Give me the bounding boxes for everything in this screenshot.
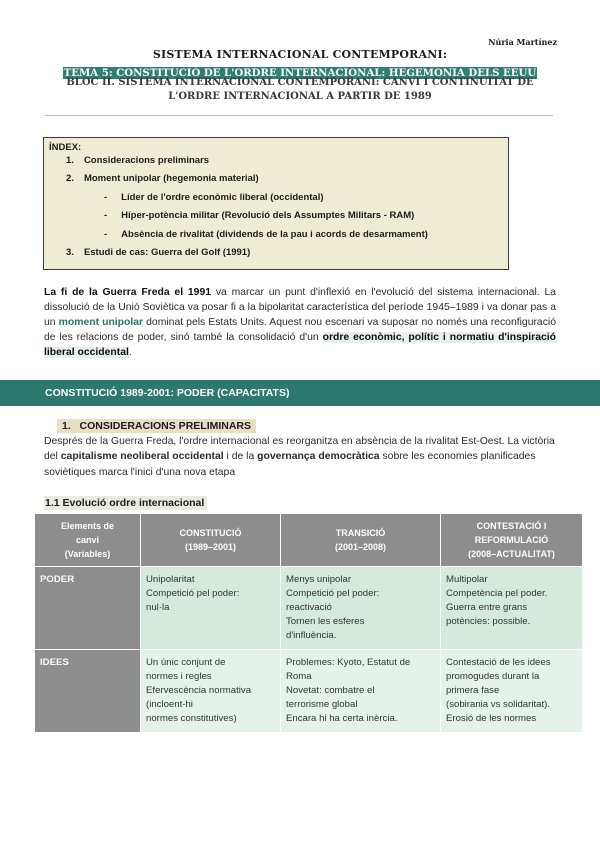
index-title: ÍNDEX:: [49, 142, 82, 153]
cell-line: Un únic conjunt de: [146, 657, 226, 668]
index-text: Moment unipolar (hegemonia material): [83, 173, 259, 184]
index-text: Híper-potència militar (Revolució dels Assumptes Militars - RAM): [121, 210, 415, 221]
header-variables: [35, 514, 141, 567]
evolution-table: [34, 513, 583, 733]
table-header-row: [35, 514, 583, 567]
block-title-line2: L'ORDRE INTERNACIONAL A PARTIR DE 1989: [168, 91, 432, 102]
cell-line: (incloent-hi: [146, 699, 193, 710]
table-cell: [141, 567, 281, 650]
table-cell: [441, 567, 583, 650]
cell-line: promogudes durant la: [446, 671, 540, 682]
section-band: [0, 380, 600, 406]
cell-line: nul·la: [146, 602, 170, 613]
index-item: [66, 247, 250, 258]
header-line: (1989–2001): [184, 542, 237, 552]
section1-bold-2: governança democràtica: [257, 451, 380, 463]
section1-paragraph: [44, 434, 556, 480]
cell-line: Guerra entre grans: [446, 602, 528, 613]
cell-line: Competició pel poder:: [286, 588, 380, 599]
cell-line: Erosió de les normes: [446, 713, 537, 724]
cell-line: (sobirania vs solidaritat).: [446, 699, 550, 710]
index-marker: 1.: [66, 155, 74, 166]
index-item: [66, 173, 259, 184]
header-line: (2001–2008): [334, 542, 387, 552]
cell-line: Contestació de les idees: [446, 657, 551, 668]
cell-line: normes i regles: [146, 671, 212, 682]
table-cell: [281, 650, 441, 733]
index-text: Absència de rivalitat (dividends de la pau i acords de desarmament): [121, 229, 428, 240]
header-line: Elements de: [60, 521, 115, 531]
header-line: TRANSICIÓ: [335, 528, 386, 538]
cell-line: normes constitutives): [146, 713, 237, 724]
index-marker: -: [104, 192, 108, 203]
header-divider: [45, 115, 553, 116]
cell-line: reactivació: [286, 602, 332, 613]
header-line: CONTESTACIÓ I: [476, 521, 547, 531]
intro-highlight-unipolar: moment unipolar: [58, 316, 144, 328]
header-transition: [281, 514, 441, 567]
intro-text-end: .: [128, 346, 132, 358]
intro-paragraph: [44, 286, 556, 361]
header-line: REFORMULACIÓ: [474, 535, 549, 545]
intro-highlight-order: ordre econòmic, polític i normatiu d'inspiració liberal occidental: [44, 331, 556, 358]
index-item: [104, 210, 414, 221]
cell-line: terrorisme global: [286, 699, 358, 710]
header-line: CONSTITUCIÓ: [179, 528, 242, 538]
cell-line: Encara hi ha certa inèrcia.: [286, 713, 398, 724]
table-row: [35, 567, 583, 650]
index-marker: -: [104, 229, 108, 240]
section1-bold-1: capitalisme neoliberal occidental: [60, 451, 224, 463]
index-item: [104, 192, 324, 203]
cell-line: Competició pel poder:: [146, 588, 240, 599]
cell-line: Efervescència normativa: [146, 685, 252, 696]
block-title-line1: BLOC II. SISTEMA INTERNACIONAL CONTEMPORANI: CANVI I CONTINUÏTAT DE: [66, 77, 534, 88]
table-cell: [141, 650, 281, 733]
index-item: [104, 229, 428, 240]
index-marker: 3.: [66, 247, 74, 258]
table-cell: [281, 567, 441, 650]
subsection-heading: 1.1 Evolució ordre internacional: [44, 496, 207, 510]
cell-line: Novetat: combatre el: [286, 685, 375, 696]
cell-line: Multipolar: [446, 574, 488, 585]
row-label-power: PODER: [35, 567, 141, 650]
header-constitution: [141, 514, 281, 567]
cell-line: d'influència.: [286, 630, 337, 641]
intro-bold: La fi de la Guerra Freda el 1991: [44, 287, 212, 298]
cell-line: Menys unipolar: [286, 574, 352, 585]
document-title: SISTEMA INTERNACIONAL CONTEMPORANI:: [152, 48, 448, 61]
block-title: [40, 76, 560, 104]
table-row: [35, 650, 583, 733]
header-line: (2008–ACTUALITAT): [468, 549, 555, 559]
table-cell: [441, 650, 583, 733]
index-text: Consideracions preliminars: [83, 155, 210, 166]
index-marker: 2.: [66, 173, 74, 184]
section-band-title: CONSTITUCIÓ 1989-2001: PODER (CAPACITATS): [45, 387, 290, 399]
section1-text-3: sobre les economies planificades soviètiques marca l'inici d'una nova etapa: [44, 451, 536, 478]
intro-text-a: va marcar un punt d'inflexió en l'evolució del sistema internacional. La dissolució de la Unió Soviètica va posar fi a la bipolaritat característica del període 1945–1989 i va donar pas a un: [44, 287, 556, 328]
cell-line: potències: possible.: [446, 616, 531, 627]
header-line: (Variables): [64, 549, 111, 559]
author-name: Núria Martínez: [488, 37, 557, 47]
section1-heading: 1. CONSIDERACIONS PRELIMINARS: [57, 419, 256, 433]
row-label-ideas: IDEES: [35, 650, 141, 733]
section1-text-1: Després de la Guerra Freda, l'ordre internacional es reorganitza en absència de la rivalitat Est-Oest. La victòria del: [44, 436, 555, 463]
cell-line: Competència pel poder.: [446, 588, 548, 599]
topic-title-text: TEMA 5: CONSTITUCIÓ DE L'ORDRE INTERNACIONAL: HEGEMONIA DELS EEUU: [63, 67, 537, 79]
section1-text-2: i de la: [223, 451, 258, 463]
index-marker: -: [104, 210, 108, 221]
cell-line: Roma: [286, 671, 312, 682]
index-text: Líder de l'ordre econòmic liberal (occidental): [121, 192, 324, 203]
index-text: Estudi de cas: Guerra del Golf (1991): [83, 247, 251, 258]
cell-line: Problemes: Kyoto, Estatut de: [286, 657, 411, 668]
index-item: [66, 155, 209, 166]
index-box: [43, 137, 509, 270]
cell-line: Unipolaritat: [146, 574, 195, 585]
intro-text-b: dominat pels Estats Units. Aquest nou escenari va suposar no només una reconfiguració de les relacions de poder, sinó també la consolidació d'un: [44, 316, 556, 343]
cell-line: primera fase: [446, 685, 500, 696]
header-line: canvi: [75, 535, 99, 545]
header-contestation: [441, 514, 583, 567]
cell-line: Tornen les esferes: [286, 616, 365, 627]
